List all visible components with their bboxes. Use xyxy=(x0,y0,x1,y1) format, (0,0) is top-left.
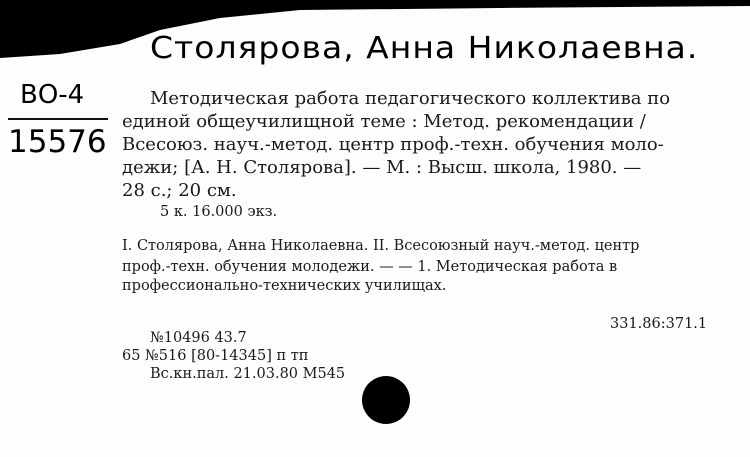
shelfmark-top: ВО-4 xyxy=(20,80,85,110)
description-line: 28 с.; 20 см. xyxy=(122,180,237,201)
shelfmark-divider xyxy=(8,118,108,120)
imprint-line: №10496 43.7 xyxy=(150,330,247,346)
tracing-line: проф.-техн. обучения молодежи. — — 1. Методическая работа в xyxy=(122,259,618,275)
description-line: единой общеучилищной теме : Метод. рекомендации / xyxy=(122,111,646,132)
imprint-line: 65 №516 [80-14345] п тп xyxy=(122,348,309,364)
imprint-line: Вс.кн.пал. 21.03.80 М545 xyxy=(150,366,346,382)
price-print-run: 5 к. 16.000 экз. xyxy=(160,204,278,220)
classification-index: 331.86:371.1 xyxy=(610,316,708,332)
description-line: дежи; [А. Н. Столярова]. — М. : Высш. школа, 1980. — xyxy=(122,157,642,178)
shelfmark-bottom: 15576 xyxy=(8,124,107,160)
tracing-line: I. Столярова, Анна Николаевна. II. Всесоюзный науч.-метод. центр xyxy=(122,238,640,254)
punch-hole xyxy=(362,376,410,424)
description-line: Методическая работа педагогического коллектива по xyxy=(150,88,671,109)
description-line: Всесоюз. науч.-метод. центр проф.-техн. обучения моло- xyxy=(122,134,664,155)
tracing-line: профессионально-технических училищах. xyxy=(122,278,447,294)
handwritten-heading: Столярова, Анна Николаевна. xyxy=(150,29,699,66)
